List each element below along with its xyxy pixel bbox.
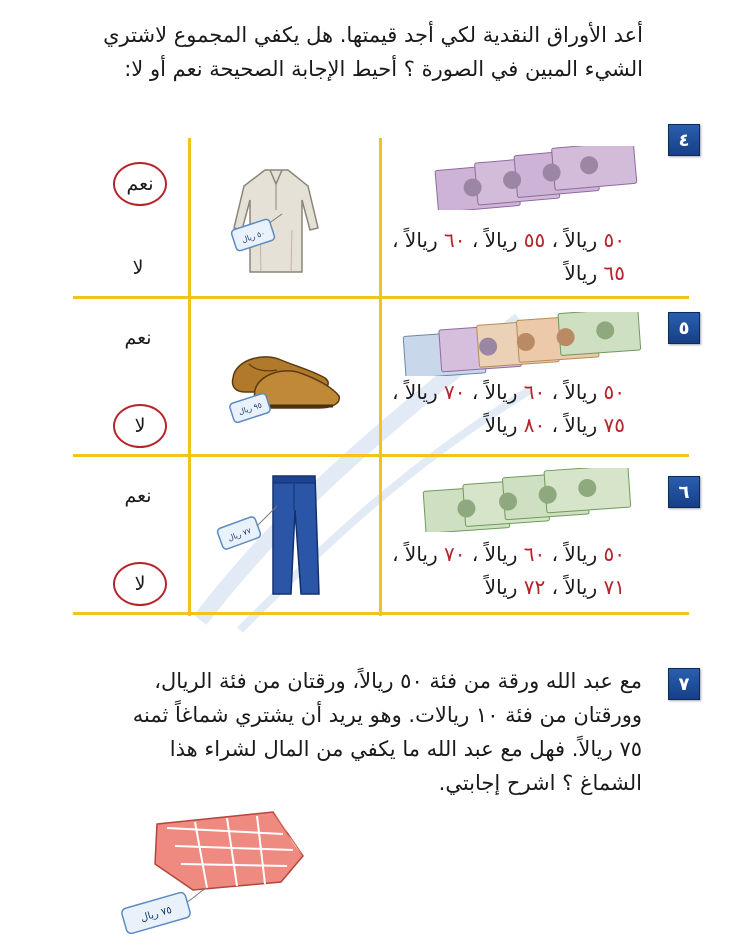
price-tag-label: ٧٥ ريال — [139, 904, 174, 925]
answer-yes[interactable]: نعم — [124, 485, 152, 507]
answer-no[interactable]: لا — [113, 404, 167, 448]
price-tag-label: ٥٠ ريال — [240, 228, 267, 245]
trousers-image — [215, 470, 335, 600]
row-number-badge: ٦ — [668, 476, 700, 508]
banknotes-image — [420, 468, 640, 532]
question-7-text: مع عبد الله ورقة من فئة ٥٠ ريالاً، ورقتان من فئة الريال، وورقتان من فئة ١٠ ريالات. وهو يريد أن يشتري شماغاً ثمنه ٧٥ ريالاً. فهل مع عبد الله ما يكفي من المال لشراء هذا الشماغ ؟ اشرح إجابتي. — [132, 669, 642, 795]
sum-options: ٥٠ ريالاً ، ٦٠ ريالاً ، ٧٠ ريالاً ، ٧٥ ريالاً ، ٨٠ ريالاً — [392, 380, 625, 437]
answer-yes[interactable]: نعم — [124, 327, 152, 349]
row-number-badge: ٥ — [668, 312, 700, 344]
row-number-badge: ٤ — [668, 124, 700, 156]
table-divider — [73, 612, 689, 615]
answer-no[interactable]: لا — [113, 562, 167, 606]
price-tag-label: ٧٧ ريال — [226, 526, 253, 543]
table-divider — [188, 138, 191, 616]
answer-yes[interactable]: نعم — [113, 162, 167, 206]
shoes-image — [215, 320, 345, 435]
sum-options: ٥٠ ريالاً ، ٦٠ ريالاً ، ٧٠ ريالاً ، ٧١ ريالاً ، ٧٢ ريالاً — [392, 542, 625, 599]
sum-options: ٥٠ ريالاً ، ٥٥ ريالاً ، ٦٠ ريالاً ، ٦٥ ريالاً — [392, 228, 625, 285]
table-divider — [379, 138, 382, 616]
price-tag-label: ٩٥ ريال — [237, 400, 263, 417]
banknotes-image — [430, 146, 640, 210]
question-number-badge: ٧ — [668, 668, 700, 700]
table-divider — [73, 296, 689, 299]
thobe-image — [220, 160, 330, 280]
table-divider — [73, 454, 689, 457]
instructions-text: أعد الأوراق النقدية لكي أجد قيمتها. هل يكفي المجموع لاشتري الشيء المبين في الصورة ؟ أحيط الإجابة الصحيحة نعم أو لا: — [103, 23, 643, 81]
shemagh-image — [115, 804, 315, 944]
banknotes-image — [400, 312, 650, 376]
answer-no[interactable]: لا — [132, 257, 144, 279]
